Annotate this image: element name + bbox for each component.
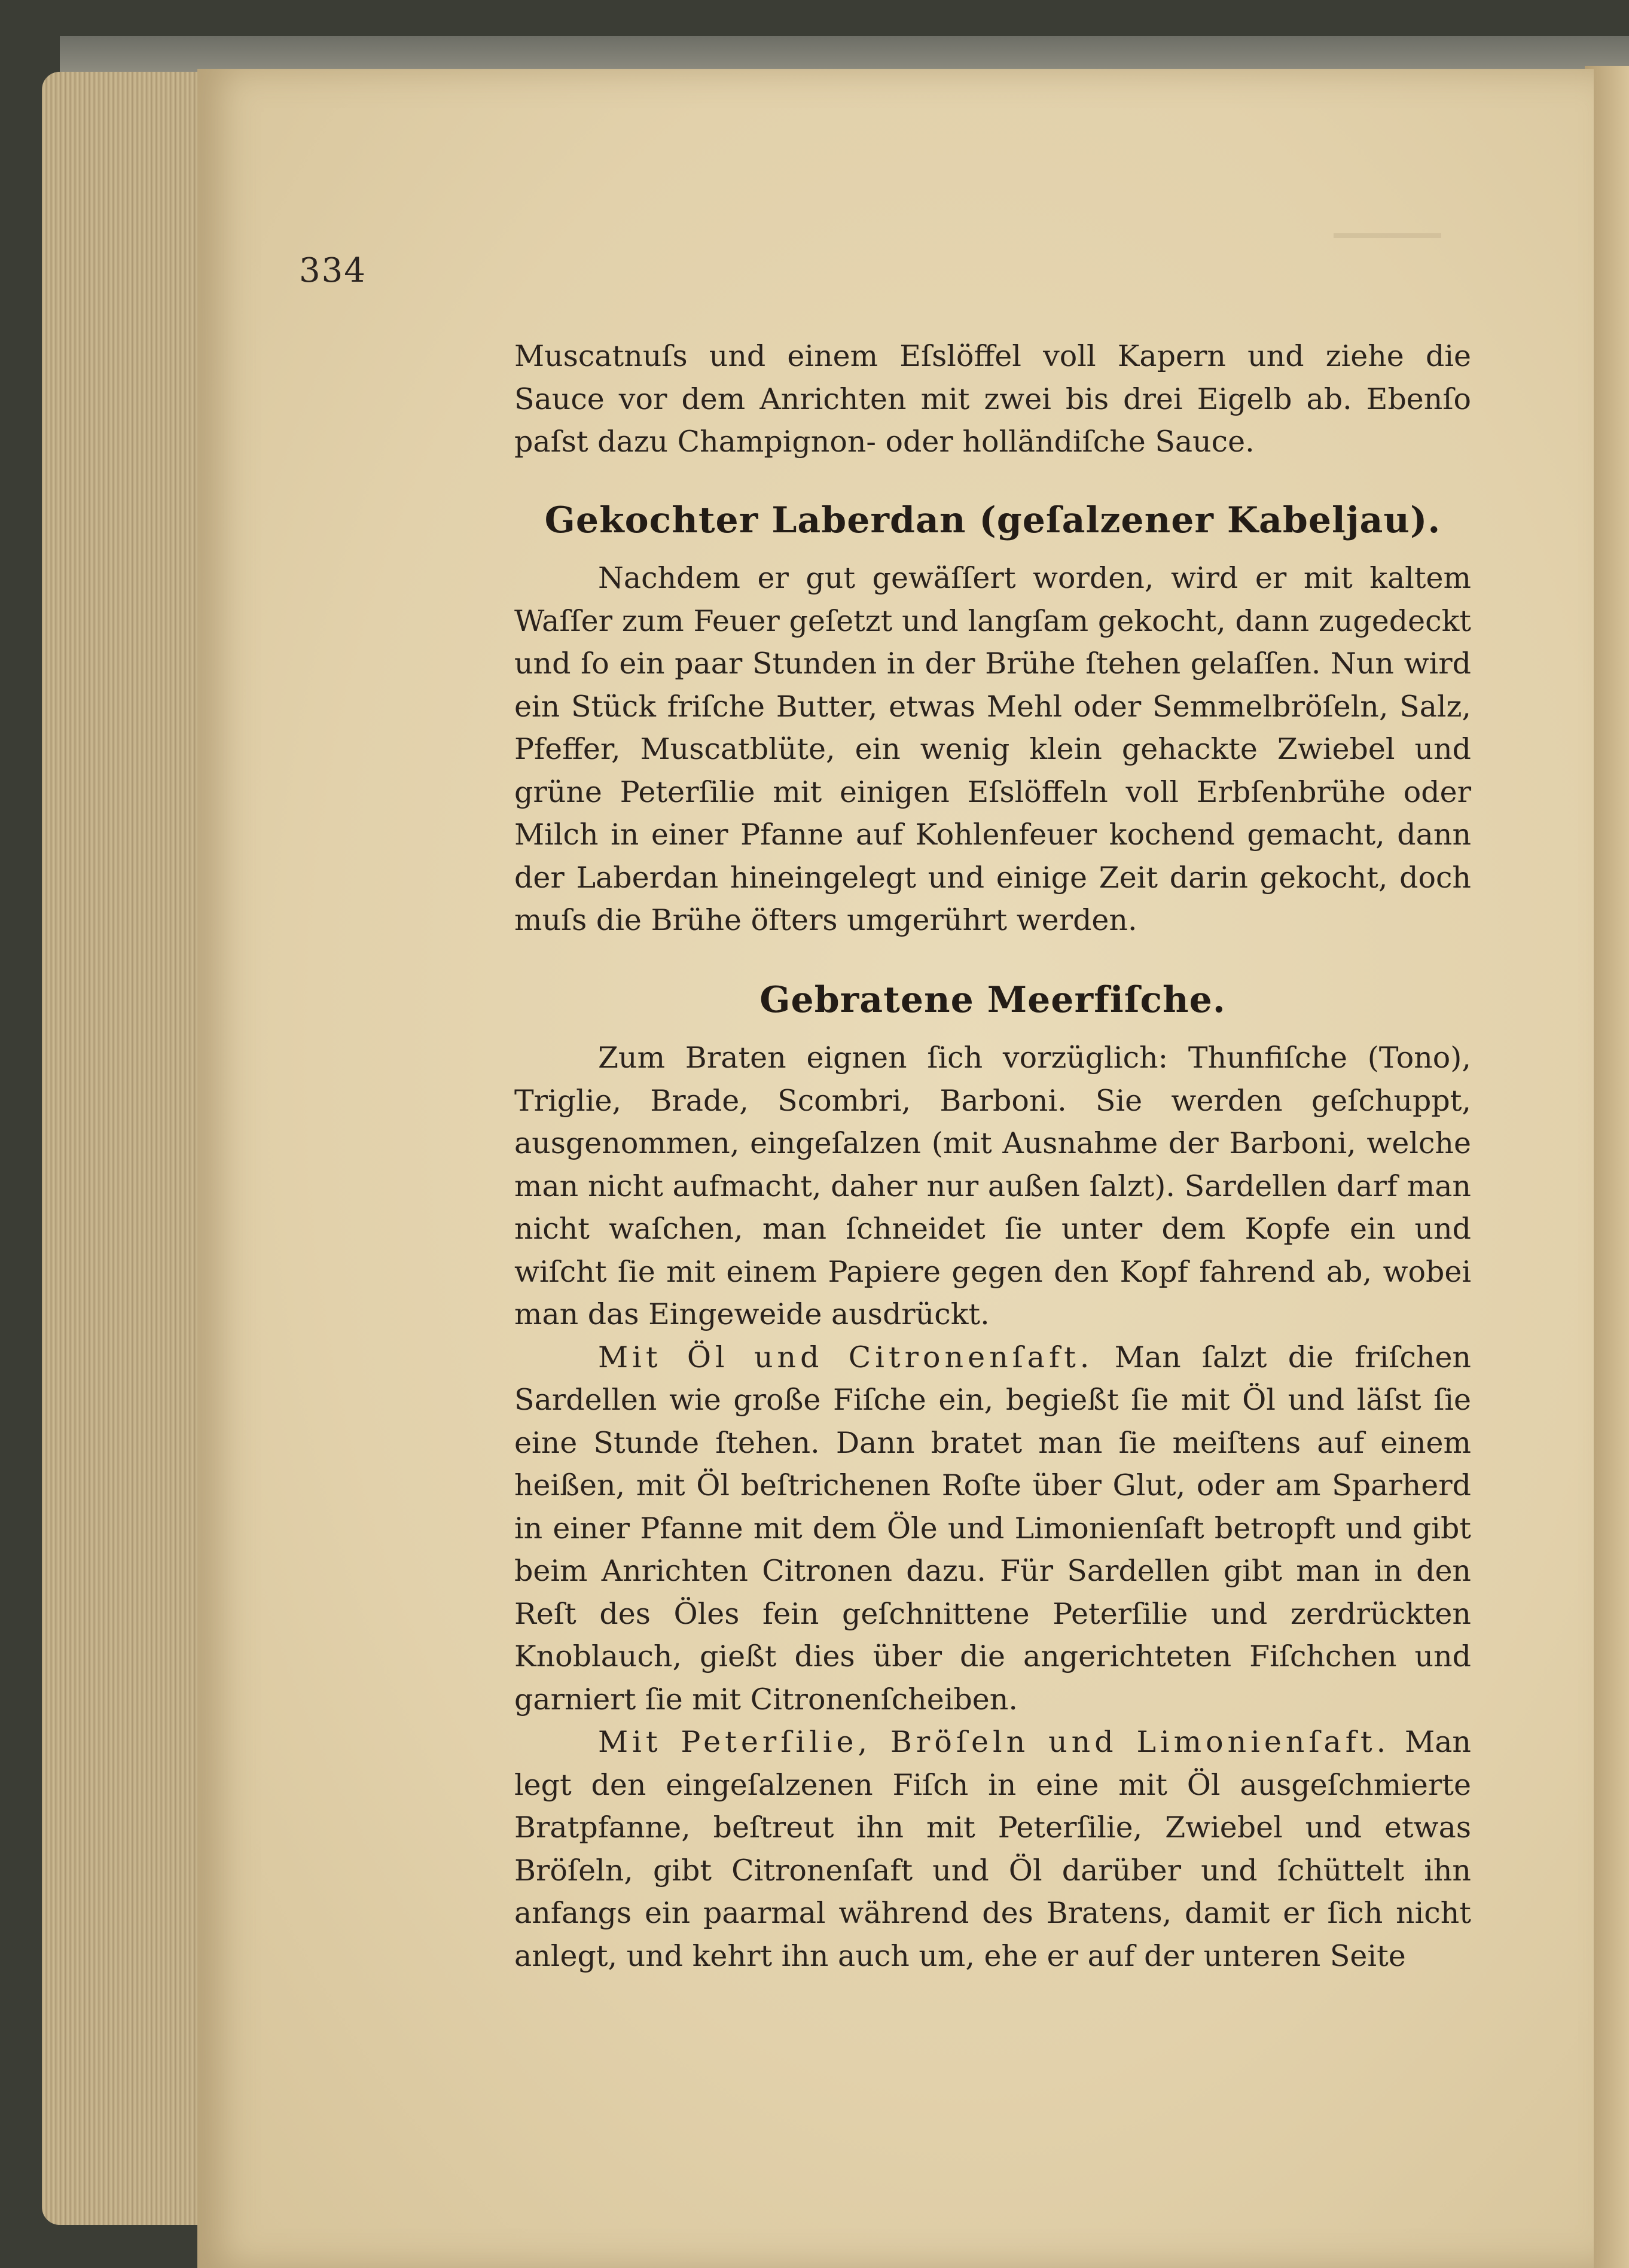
section-heading-laberdan: Gekochter Laberdan (geſalzener Kabeljau). <box>544 499 1441 541</box>
recipe-oel-citronensaft <box>514 1336 1471 1721</box>
recipe-oel-citronensaft-body: Man ſalzt die friſchen Sardellen wie große Fiſche ein, begießt ſie mit Öl und läſst ſie eine Stunde ſtehen. Dann bratet man ſie meiſtens auf einem heißen, mit Öl beſtrichenen Roſte über Glut, oder am Sparherd in einer Pfanne mit dem Öle und Limonienſaft betropft und gibt beim Anrichten Citronen dazu. Für Sardellen gibt man in den Reſt des Öles fein geſchnittene Peterſilie und zerdrückten Knoblauch, gießt dies über die angerichteten Fiſchchen und garniert ſie mit Citronenſcheiben. <box>514 1340 1471 1717</box>
section-heading-meerfische: Gebratene Meerfiſche. <box>759 978 1226 1021</box>
book-page-edges <box>42 72 221 2225</box>
recipe-petersilie-broeseln-title: Mit Peterſilie, Bröſeln und Limonienſaft. <box>598 1725 1390 1759</box>
page-mark <box>1334 233 1441 238</box>
meerfische-intro-paragraph: Zum Braten eignen ſich vorzüglich: Thunfiſche (Tono), Triglie, Brade, Scombri, Barboni. Sie werden geſchuppt, ausgenommen, eingeſalzen (mit Ausnahme der Barboni, welche man nicht aufmacht, daher nur außen ſalzt). Sardellen darf man nicht waſchen, man ſchneidet ſie unter dem Kopfe ein und wiſcht ſie mit einem Papiere gegen den Kopf fahrend ab, wobei man das Eingeweide ausdrückt. <box>514 1041 1471 1331</box>
recipe-petersilie-broeseln-body: Man legt den eingeſalzenen Fiſch in eine mit Öl ausgeſchmierte Bratpfanne, beſtreut ihn mit Peterſilie, Zwiebel und etwas Bröſeln, gibt Citronenſaft und Öl darüber und ſchüttelt ihn anfangs ein paarmal während des Bratens, damit er ſich nicht anlegt, und kehrt ihn auch um, ehe er auf der unteren Seite <box>514 1725 1471 1973</box>
page-number: 334 <box>299 251 367 290</box>
recipe-petersilie-broeseln <box>514 1721 1471 1977</box>
laberdan-paragraph: Nachdem er gut gewäſſert worden, wird er mit kaltem Waſſer zum Feuer geſetzt und langſam gekocht, dann zugedeckt und ſo ein paar Stunden in der Brühe ſtehen gelaſſen. Nun wird ein Stück friſche Butter, etwas Mehl oder Semmelbröſeln, Salz, Pfeffer, Muscatblüte, ein wenig klein gehackte Zwiebel und grüne Peterſilie mit einigen Eſslöffeln voll Erbſenbrühe oder Milch in einer Pfanne auf Kohlenfeuer kochend gemacht, dann der Laberdan hineingelegt und einige Zeit darin gekocht, doch muſs die Brühe öfters umgerührt werden. <box>514 561 1471 937</box>
recipe-oel-citronensaft-title: Mit Öl und Citronenſaft. <box>598 1340 1094 1374</box>
continuation-paragraph: Muscatnuſs und einem Eſslöffel voll Kapern und ziehe die Sauce vor dem Anrichten mit zwei bis drei Eigelb ab. Ebenſo paſst dazu Champignon- oder holländiſche Sauce. <box>514 339 1471 459</box>
page-text <box>514 335 1471 1977</box>
